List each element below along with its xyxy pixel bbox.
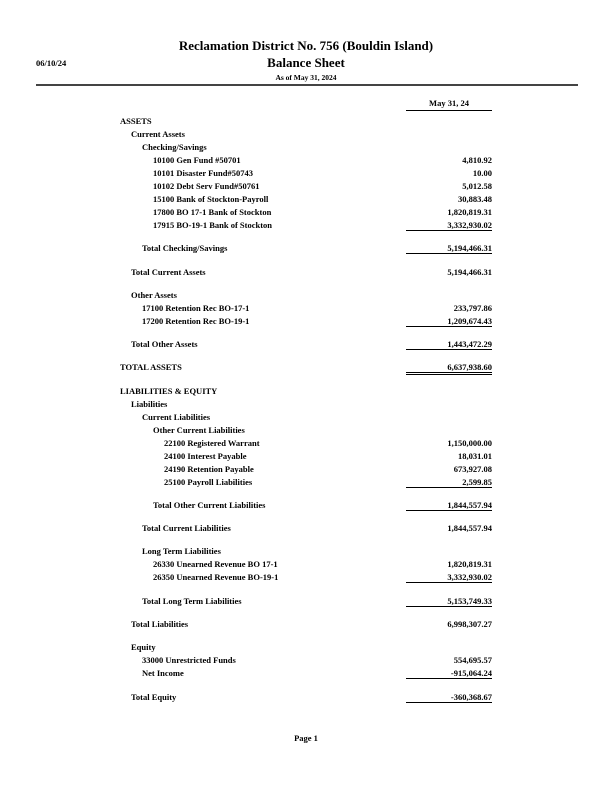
row-amount: 1,209,674.43 (406, 316, 492, 327)
row-label: Current Assets (131, 129, 185, 139)
row-label: Total Checking/Savings (142, 243, 228, 253)
organization-name: Reclamation District No. 756 (Bouldin Island) (178, 38, 434, 53)
row-label: TOTAL ASSETS (120, 362, 182, 372)
row-amount: 673,927.08 (453, 464, 492, 474)
row-label: Other Current Liabilities (153, 425, 245, 435)
row-label: Equity (131, 642, 156, 652)
row-label: Total Equity (131, 692, 177, 702)
row-amount: 554,695.57 (453, 655, 492, 665)
row-amount: 2,599.85 (406, 477, 492, 488)
row-label: Liabilities (131, 399, 168, 409)
row-amount: 6,998,307.27 (447, 619, 492, 629)
row-amount: 10.00 (472, 168, 492, 178)
row-amount: 30,883.48 (458, 194, 492, 204)
row-label: Total Liabilities (131, 619, 189, 629)
row-label: Current Liabilities (142, 412, 211, 422)
row-label: 25100 Payroll Liabilities (164, 477, 253, 487)
header-divider (36, 84, 578, 86)
row-amount: 4,810.92 (462, 155, 492, 165)
row-label: 17915 BO-19-1 Bank of Stockton (153, 220, 273, 230)
row-label: Total Other Current Liabilities (153, 500, 266, 510)
row-label: 24190 Retention Payable (164, 464, 254, 474)
row-amount: -360,368.67 (406, 692, 492, 703)
row-amount: 1,844,557.94 (447, 523, 492, 533)
row-amount: 6,637,938.60 (406, 362, 492, 375)
row-amount: 1,443,472.29 (406, 339, 492, 350)
row-label: 33000 Unrestricted Funds (142, 655, 236, 665)
row-label: Checking/Savings (142, 142, 207, 152)
row-label: 24100 Interest Payable (164, 451, 247, 461)
row-label: Total Other Assets (131, 339, 198, 349)
report-title: Balance Sheet (267, 55, 345, 70)
row-label: Total Current Assets (131, 267, 206, 277)
row-label: Net Income (142, 668, 184, 678)
row-label: Total Long Term Liabilities (142, 596, 242, 606)
row-amount: 5,194,466.31 (447, 267, 492, 277)
row-amount: 1,844,557.94 (406, 500, 492, 511)
row-label: 22100 Registered Warrant (164, 438, 260, 448)
column-header: May 31, 24 (429, 98, 469, 108)
row-label: 17100 Retention Rec BO-17-1 (142, 303, 250, 313)
row-label: 10101 Disaster Fund#50743 (153, 168, 253, 178)
row-label: 26350 Unearned Revenue BO-19-1 (153, 572, 279, 582)
row-label: Total Current Liabilities (142, 523, 231, 533)
row-amount: -915,064.24 (406, 668, 492, 679)
row-amount: 5,194,466.31 (406, 243, 492, 254)
row-label: 17200 Retention Rec BO-19-1 (142, 316, 250, 326)
row-label: Long Term Liabilities (142, 546, 221, 556)
row-amount: 3,332,930.02 (406, 572, 492, 583)
report-period: As of May 31, 2024 (275, 73, 337, 82)
row-label: 26330 Unearned Revenue BO 17-1 (153, 559, 278, 569)
row-amount: 5,153,749.33 (406, 596, 492, 607)
row-amount: 18,031.01 (458, 451, 492, 461)
row-label: Other Assets (131, 290, 177, 300)
row-label: 10102 Debt Serv Fund#50761 (153, 181, 260, 191)
row-label: 15100 Bank of Stockton-Payroll (153, 194, 269, 204)
page-number: Page 1 (294, 733, 318, 743)
row-amount: 1,820,819.31 (447, 559, 492, 569)
row-label: LIABILITIES & EQUITY (120, 386, 218, 396)
row-amount: 5,012.58 (462, 181, 492, 191)
row-label: 17800 BO 17-1 Bank of Stockton (153, 207, 272, 217)
row-label: 10100 Gen Fund #50701 (153, 155, 241, 165)
row-amount: 1,820,819.31 (447, 207, 492, 217)
column-header-underline (406, 110, 492, 111)
report-date: 06/10/24 (36, 58, 67, 68)
row-label: ASSETS (120, 116, 152, 126)
row-amount: 3,332,930.02 (406, 220, 492, 231)
row-amount: 1,150,000.00 (447, 438, 492, 448)
row-amount: 233,797.86 (453, 303, 492, 313)
